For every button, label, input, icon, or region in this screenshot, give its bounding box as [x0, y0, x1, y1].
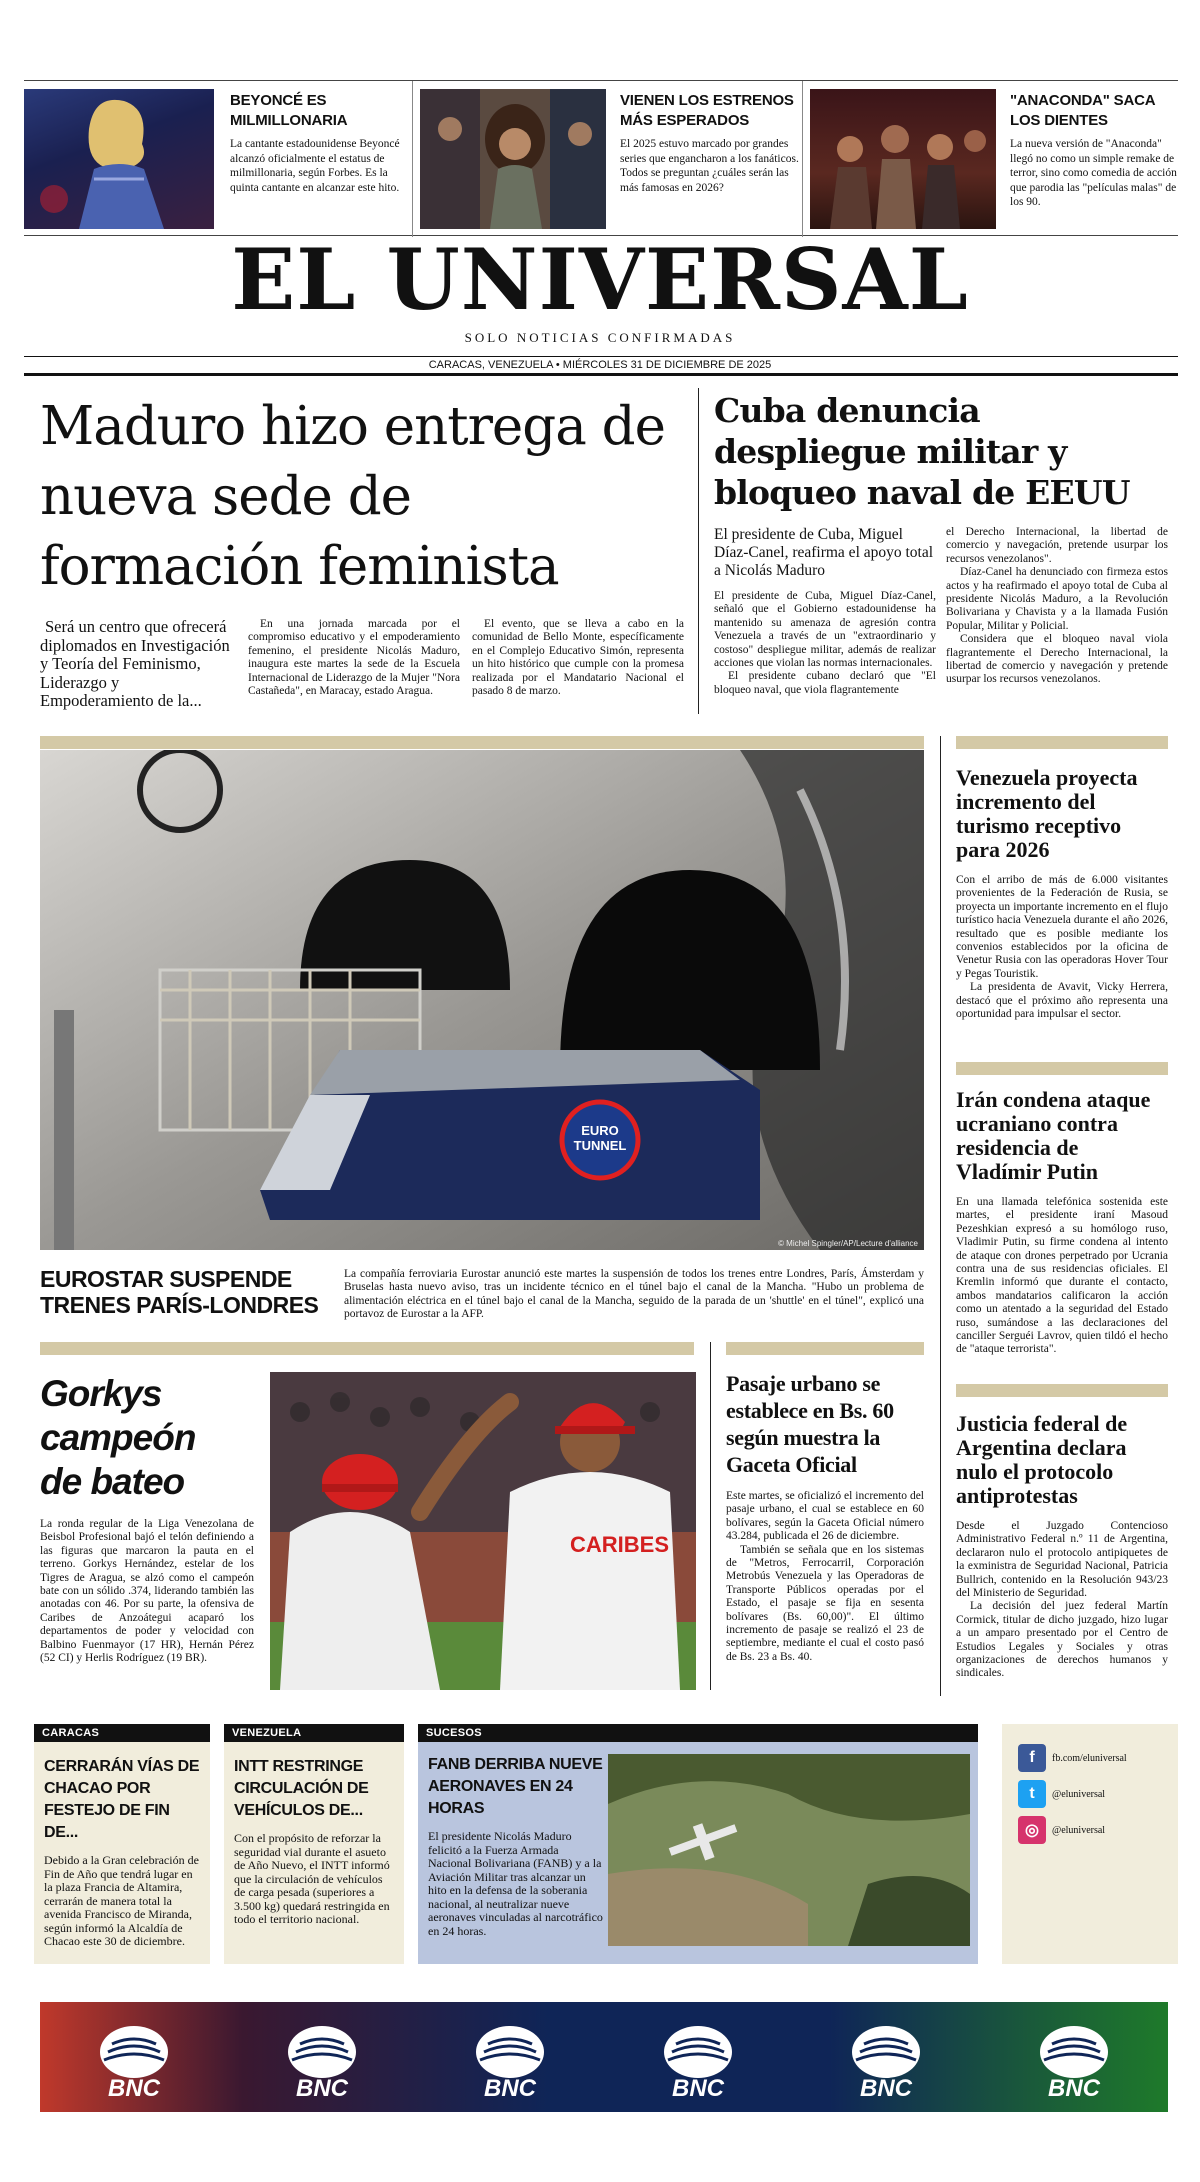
sidebar-headline[interactable]: Irán condena ataque ucraniano contra residencia de Vladímir Putin: [956, 1087, 1151, 1184]
estrenos-photo: [420, 89, 606, 229]
eurotunnel-photo: [40, 750, 924, 1250]
eurostar-headline[interactable]: EUROSTAR SUSPENDE TRENES PARÍS-LONDRES: [40, 1266, 319, 1318]
lead-headline[interactable]: Maduro hizo entrega de nueva sede de formación feminista: [40, 396, 665, 597]
cuba-deck: El presidente de Cuba, Miguel Díaz-Canel, reafirma el apoyo total a Nicolás Maduro: [714, 526, 934, 579]
lead-column-2: El evento, que se lleva a cabo en la comunidad de Bello Monte, específicamente en el Complejo Educativo Simón, representa un hito histórico que cumple con la promesa realizada por el Mandatario Nacional el pasado 8 de marzo.: [472, 618, 684, 698]
lead-deck: Será un centro que ofrecerá diplomados en Investigación y Teoría del Feminismo, Liderazgo y Empoderamiento de la...: [40, 617, 230, 710]
cuba-paragraph: El presidente cubano declaró que "El bloqueo naval, que viola flagrantemente: [714, 670, 936, 696]
anaconda-photo: [810, 89, 996, 229]
cuba-paragraph: El presidente de Cuba, Miguel Díaz-Canel, señaló que el Gobierno estadounidense ha mantenido su amenaza de agresión contra Venezuela a través de un "extraordinario y costoso" despliegue militar, además de realizar acciones que violan las normas internacionales.: [714, 590, 936, 670]
section-label: SUCESOS: [418, 1724, 978, 1742]
sidebar-headline[interactable]: Venezuela proyecta incremento del turismo receptivo para 2026: [956, 765, 1138, 862]
social-twitter[interactable]: [1018, 1780, 1162, 1808]
svg-text:BNC: BNC: [672, 2075, 724, 2102]
cuba-headline[interactable]: Cuba denuncia despliegue militar y bloqueo naval de EEUU: [714, 391, 1130, 512]
teaser-title[interactable]: BEYONCÉ ES MILMILLONARIA: [230, 92, 348, 129]
pasaje-headline[interactable]: Pasaje urbano se establece en Bs. 60 según muestra la Gaceta Oficial: [726, 1371, 894, 1477]
news-box-venezuela[interactable]: [224, 1724, 404, 1964]
eurostar-text: La compañía ferroviaria Eurostar anunció este martes la suspensión de todos los trenes entre Londres, París, Ámsterdam y Bruselas hasta nuevo aviso, tras un incidente técnico en el túnel bajo el canal de la Mancha. "Hubo un problema de alimentación eléctrica en el túnel bajo el canal de la Mancha, seguido de la parada de un 'shuttle' en el túnel", explicó una portavoz de Eurostar a la AFP.: [344, 1268, 924, 1321]
news-box-text: El presidente Nicolás Maduro felicitó a la Fuerza Armada Nacional Bolivariana (FANB) y a la Aviación Militar tras alcanzar un hito en la defensa de la soberania nacional, al neutralizar nueve aeronaves vinculadas al narcotráfico en 24 horas.: [428, 1829, 603, 1938]
teaser-divider: [802, 81, 803, 237]
dateline: CARACAS, VENEZUELA • MIÉRCOLES 31 DE DICIEMBRE DE 2025: [428, 359, 772, 371]
teaser-anaconda[interactable]: [810, 89, 1178, 229]
svg-text:BNC: BNC: [484, 2075, 536, 2102]
social-facebook[interactable]: [1018, 1744, 1162, 1772]
jersey-text: CARIBES: [570, 1532, 670, 1557]
news-box-text: Debido a la Gran celebración de Fin de Año que tendrá lugar en la plaza Francia de Altamira, cerrarán de manera total la avenida Francisco de Miranda, según informó la Alcaldía de Chacao este 30 de diciembre.: [44, 1853, 199, 1948]
social-handle[interactable]: @eluniversal: [1052, 1824, 1106, 1836]
social-handle[interactable]: fb.com/eluniversal: [1052, 1752, 1127, 1764]
section-label: VENEZUELA: [224, 1724, 404, 1742]
teaser-text: La cantante estadounidense Beyoncé alcanzó oficialmente el estatus de milmillonaria, según Forbes. Es la quinta cantante en alcanzar este hito.: [230, 138, 400, 194]
pasaje-paragraph: También se señala que en los sistemas de "Metros, Ferrocarril, Corporación Metrobús Venezuela y las Operadoras de Transporte Públicos operadas por el Estado, el pasaje se fija en sesenta bolívares (Bs. 60,00)". El último incremento de pasaje se realizó el 23 de septiembre, mediante el cual el costo pasó de Bs. 23 a Bs. 40.: [726, 1543, 924, 1663]
bnc-logo: [1014, 2012, 1134, 2102]
teaser-text: El 2025 estuvo marcado por grandes series que engancharon a los fanáticos. Todos se preguntan ¿cuáles serán las más famosas en 2026?: [620, 138, 799, 194]
bnc-logo: [262, 2012, 382, 2102]
svg-text:BNC: BNC: [1048, 2075, 1100, 2102]
svg-text:BNC: BNC: [860, 2075, 912, 2102]
teaser-text: La nueva versión de "Anaconda" llegó no como un simple remake de terror, sino como comedia de acción que parodia las "películas malas" de los 90.: [1010, 138, 1177, 208]
sidebar-paragraph: En una llamada telefónica sostenida este martes, el presidente iraní Masoud Pezeshkian expresó a su homólogo ruso, Vladimir Putin, su firme condena al intento de ataque con drones perpetrado por Ucrania contra una de sus residencias oficiales. El Kremlin informó que durante el contacto, ambos mandatarios calificaron la acción como un atentado a la seguridad del Estado ruso, sumándose a las declaraciones del canciller Serguéi Lavrov, quien tildó el hecho de "ataque terrorista".: [956, 1196, 1168, 1356]
column-divider: [698, 388, 699, 714]
bnc-logo: [826, 2012, 946, 2102]
gorkys-text: La ronda regular de la Liga Venezolana de Beisbol Profesional bajó el telón definiendo a las figuras que marcaron la pauta en el terreno. Gorkys Hernández, estelar de los Tigres de Aragua, se alzó como el campeón bate con un sólido .374, liderando también las anotadas con 46. Por su parte, la ofensiva de Caribes de Anzoátegui acaparó los departamentos de poder y velocidad con Balbino Fuenmayor (17 HR), Hernán Pérez (52 CI) y Herlis Rodríguez (19 BR).: [40, 1518, 254, 1665]
news-box-title[interactable]: CERRARÁN VÍAS DE CHACAO POR FESTEJO DE FIN DE...: [44, 1758, 200, 1841]
news-box-sucesos[interactable]: [418, 1724, 978, 1964]
teaser-estrenos[interactable]: [420, 89, 804, 229]
section-bar: [956, 1384, 1168, 1397]
sidebar-paragraph: Desde el Juzgado Contencioso Administrativo Federal n.º 11 de Argentina, declararon nulo el protocolo antipiquetes de la exministra de Seguridad Nacional, Patricia Bullrich, contenido en la Resolución 943/23 del Ministerio de Seguridad.: [956, 1520, 1168, 1600]
teaser-divider: [412, 81, 413, 237]
eurotunnel-logo-text: EURO: [581, 1123, 619, 1138]
bnc-logo: [74, 2012, 194, 2102]
cuba-paragraph: Considera que el bloqueo naval viola flagrantemente el Derecho Internacional, la libertad de comercio y navegación y pretende usurpar los recursos venezolanos.: [946, 633, 1168, 686]
section-bar: [726, 1342, 924, 1355]
section-label: CARACAS: [34, 1724, 210, 1742]
masthead-tagline: SOLO NOTICIAS CONFIRMADAS: [464, 330, 736, 345]
cuba-paragraph: Díaz-Canel ha denunciado con firmeza estos actos y ha reafirmado el apoyo total de Cuba al presidente Nicolás Maduro, a la Revolución Bolivariana y Chavista y a la llamada Fusión Popular, Militar y Policial.: [946, 566, 1168, 632]
section-bar: [40, 736, 924, 749]
sidebar-paragraph: La decisión del juez federal Martín Cormick, titular de dicho juzgado, hizo lugar a un amparo presentado por el Centro de Estudios Legales y Sociales y otras organizaciones de derechos humanos y sindicales.: [956, 1600, 1168, 1680]
section-bar: [40, 1342, 694, 1355]
column-divider: [710, 1342, 711, 1690]
bnc-logo: [638, 2012, 758, 2102]
beyonce-photo: [24, 89, 214, 229]
news-box-caracas[interactable]: [34, 1724, 210, 1964]
social-handle[interactable]: @eluniversal: [1052, 1788, 1106, 1800]
sidebar-paragraph: Con el arribo de más de 6.000 visitantes provenientes de la Federación de Rusia, se proyecta un importante incremento en el flujo turístico hacia Venezuela durante el año 2026, resultado que es posible mediante los convenios establecidos por la oficina de Venetur Rusia con las operadoras Hover Tour y Pegas Touristik.: [956, 874, 1168, 980]
twitter-icon[interactable]: t: [1018, 1780, 1046, 1808]
bnc-logo: [450, 2012, 570, 2102]
cuba-paragraph: el Derecho Internacional, la libertad de comercio y navegación, pretende usurpar los recursos venezolanos".: [946, 526, 1168, 565]
svg-text:BNC: BNC: [108, 2075, 160, 2102]
social-box: [1002, 1724, 1178, 1964]
sidebar-headline[interactable]: Justicia federal de Argentina declara nulo el protocolo antiprotestas: [956, 1411, 1128, 1508]
news-box-title[interactable]: INTT RESTRINGE CIRCULACIÓN DE VEHÍCULOS DE...: [234, 1758, 369, 1819]
teaser-title[interactable]: "ANACONDA" SACA LOS DIENTES: [1010, 92, 1155, 129]
column-divider: [940, 736, 941, 1696]
aircraft-photo: [608, 1754, 970, 1946]
masthead-rule-bottom: [24, 373, 1178, 376]
instagram-icon[interactable]: ◎: [1018, 1816, 1046, 1844]
sidebar-paragraph: La presidenta de Avavit, Vicky Herrera, destacó que el próximo año representa una oportunidad para impulsar el sector.: [956, 981, 1168, 1021]
baseball-photo: [270, 1372, 696, 1690]
photo-credit: © Michel Spingler/AP/Lecture d'alliance: [778, 1239, 918, 1248]
pasaje-paragraph: Este martes, se oficializó el incremento del pasaje urbano, el cual se establece en 60 bolívares, según la Gaceta Oficial número 43.284, publicada el 26 de diciembre.: [726, 1490, 924, 1543]
news-box-text: Con el propósito de reforzar la seguridad vial durante el asueto de Año Nuevo, el INTT informó que la circulación de vehículos de carga pesada (superiores a 3.500 kg) quedará restringida en todo el territorio nacional.: [234, 1831, 390, 1926]
teaser-title[interactable]: VIENEN LOS ESTRENOS MÁS ESPERADOS: [620, 92, 794, 129]
facebook-icon[interactable]: f: [1018, 1744, 1046, 1772]
gorkys-headline[interactable]: Gorkys campeón de bateo: [40, 1373, 196, 1502]
masthead-rule-top: [24, 356, 1178, 357]
social-instagram[interactable]: [1018, 1816, 1162, 1844]
masthead-title[interactable]: EL UNIVERSAL: [231, 230, 969, 329]
lead-column-1: En una jornada marcada por el compromiso educativo y el empoderamiento femenino, el presidente Nicolás Maduro, inaugura este martes la sede de la Escuela Internacional de Liderazgo de la Mujer "Nora Castañeda", en Maracay, estado Aragua.: [248, 618, 460, 698]
teaser-beyonce[interactable]: [24, 89, 408, 229]
svg-text:TUNNEL: TUNNEL: [573, 1138, 627, 1153]
svg-text:BNC: BNC: [296, 2075, 348, 2102]
bnc-ad-banner[interactable]: [40, 2002, 1168, 2112]
top-teaser-bar: [24, 80, 1178, 236]
news-box-title[interactable]: FANB DERRIBA NUEVE AERONAVES EN 24 HORAS: [428, 1756, 603, 1817]
section-bar: [956, 1062, 1168, 1075]
section-bar: [956, 736, 1168, 749]
